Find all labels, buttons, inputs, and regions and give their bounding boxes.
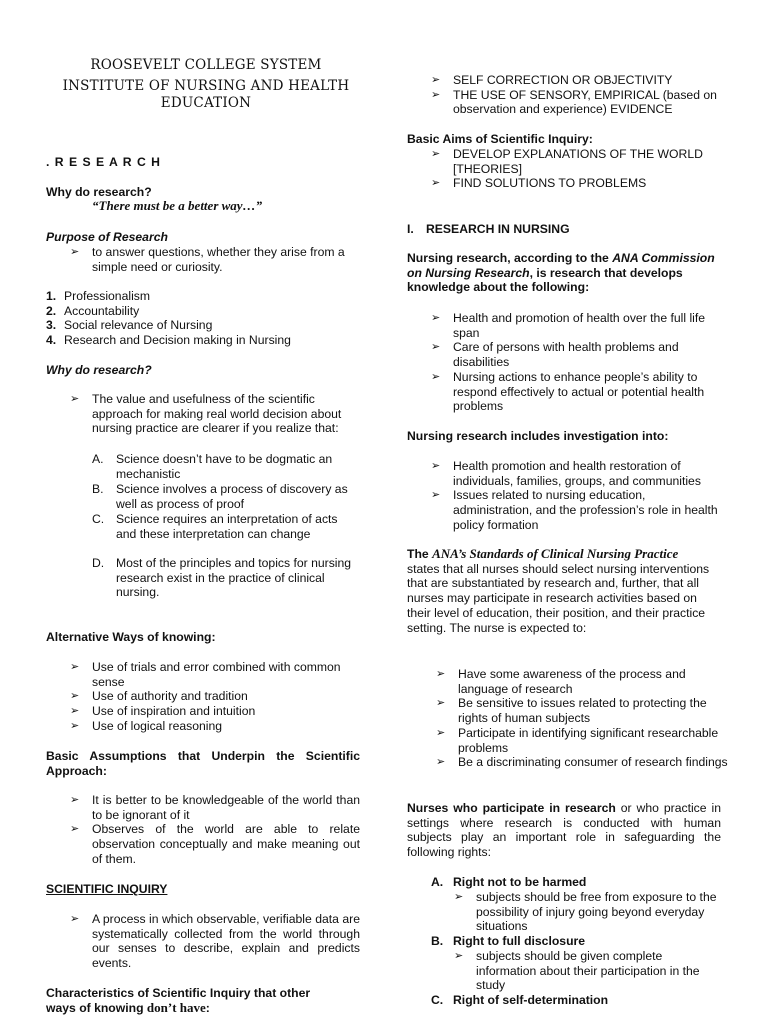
list-item: ➢ Issues related to nursing education, administration, and the profession’s role in health policy formation xyxy=(431,488,718,532)
section-title: RESEARCH IN NURSING xyxy=(426,222,570,236)
assumptions-list xyxy=(70,793,360,867)
arrow-bullet-icon: ➢ xyxy=(70,393,80,405)
arrow-bullet-icon: ➢ xyxy=(431,312,441,324)
right-item-b: B. Right to full disclosure ➢ subjects should be given complete information about their participation in the study xyxy=(431,934,723,949)
value-list xyxy=(70,392,364,436)
why-research-heading-2: Why do research? xyxy=(46,363,152,377)
arrow-bullet-icon: ➢ xyxy=(431,177,441,190)
purpose-list xyxy=(70,245,364,274)
arrow-bullet-icon: ➢ xyxy=(431,341,441,354)
list-item: ➢ subjects should be free from exposure to the possibility of injury going beyond everyday situations xyxy=(454,890,717,934)
investigation-list xyxy=(431,459,727,533)
list-item: ➢ Care of persons with health problems and disabilities xyxy=(431,340,679,370)
list-item: ➢ Nursing actions to enhance people’s ability to respond effectively to actual or potential health problems xyxy=(431,369,705,414)
list-item: ➢ DEVELOP EXPLANATIONS OF THE WORLD [THEORIES] xyxy=(431,147,703,176)
list-item: B. Science involves a process of discovery as well as process of proof xyxy=(92,482,348,511)
arrow-bullet-icon: ➢ xyxy=(70,823,80,836)
section-heading xyxy=(407,222,723,237)
aims-list xyxy=(431,147,731,191)
alt-ways-heading: Alternative Ways of knowing: xyxy=(46,630,216,644)
list-item: ➢ Participate in identifying significant researchable problems xyxy=(436,725,719,755)
research-heading: . R E S E A R C H xyxy=(46,155,161,169)
header-line-3: EDUCATION xyxy=(160,95,252,111)
investigation-heading: Nursing research includes investigation into: xyxy=(407,429,669,443)
arrow-bullet-icon: ➢ xyxy=(431,460,441,472)
arrow-bullet-icon: ➢ xyxy=(431,88,441,101)
assumptions-heading: Basic Assumptions that Underpin the Scientific Approach: xyxy=(46,749,360,778)
arrow-bullet-icon: ➢ xyxy=(431,370,441,383)
list-item: ➢ Observes of the world are able to relate observation conceptually and make meaning out of them. xyxy=(70,822,360,866)
nurses-rights-paragraph: Nurses who participate in research or who practice in settings where research is conducted with human subjects play an important role in safeguarding the following rights: xyxy=(407,801,721,860)
arrow-bullet-icon: ➢ xyxy=(70,705,80,718)
list-item: ➢ to answer questions, whether they arise from a simple need or curiosity. xyxy=(70,245,345,274)
list-item: ➢ Have some awareness of the process and language of research xyxy=(436,667,686,696)
list-item: 4. Research and Decision making in Nursing xyxy=(46,333,291,348)
list-item: 1. Professionalism xyxy=(46,289,151,303)
arrow-bullet-icon: ➢ xyxy=(436,668,446,680)
list-item: ➢ Use of trials and error combined with common sense xyxy=(70,660,341,689)
arrow-bullet-icon: ➢ xyxy=(431,74,441,86)
standards-paragraph: The ANA’s Standards of Clinical Nursing Practice states that all nurses should select nursing interventions that are substantiated by research and, further, that all nurses may participate in research activities based on their level of education, their position, and their practice setting. The nurse is expected to: xyxy=(407,546,710,635)
expectations-list xyxy=(436,667,728,770)
list-item: ➢ The value and usefulness of the scientific approach for making real world decision about nursing practice are clearer if you realize that: xyxy=(70,392,342,436)
scientific-inquiry-heading: SCIENTIFIC INQUIRY xyxy=(46,882,168,896)
alt-ways-list xyxy=(70,660,364,734)
arrow-bullet-icon: ➢ xyxy=(436,697,446,710)
arrow-bullet-icon: ➢ xyxy=(70,719,80,732)
aims-heading: Basic Aims of Scientific Inquiry: xyxy=(407,132,593,146)
why-research-question: Why do research? xyxy=(46,185,152,199)
arrow-bullet-icon: ➢ xyxy=(436,756,446,769)
arrow-bullet-icon: ➢ xyxy=(70,913,80,925)
standards-title: ANA’s Standards of Clinical Nursing Practice xyxy=(432,546,679,561)
arrow-bullet-icon: ➢ xyxy=(70,661,80,673)
arrow-bullet-icon: ➢ xyxy=(70,794,80,806)
list-item: D. Most of the principles and topics for nursing research exist in the practice of clinical nursing. xyxy=(92,556,352,600)
knowledge-list xyxy=(431,311,727,414)
arrow-bullet-icon: ➢ xyxy=(436,726,446,739)
list-item: ➢ FIND SOLUTIONS TO PROBLEMS xyxy=(431,176,647,191)
numbered-list xyxy=(46,289,366,348)
right-item-c: C. Right of self-determination xyxy=(431,993,609,1007)
characteristics-heading: Characteristics of Scientific Inquiry that other ways of knowing don’t have: xyxy=(46,986,311,1015)
header-line-2: INSTITUTE OF NURSING AND HEALTH xyxy=(62,78,350,94)
arrow-bullet-icon: ➢ xyxy=(431,489,441,502)
section-number: I. xyxy=(407,222,414,236)
arrow-bullet-icon: ➢ xyxy=(454,891,464,903)
top-characteristics-list xyxy=(431,73,731,117)
arrow-bullet-icon: ➢ xyxy=(70,246,80,258)
arrow-bullet-icon: ➢ xyxy=(454,950,464,962)
list-item: ➢ Use of inspiration and intuition xyxy=(70,704,256,719)
purpose-heading: Purpose of Research xyxy=(46,230,168,244)
arrow-bullet-icon: ➢ xyxy=(431,148,441,160)
list-item: 3. Social relevance of Nursing xyxy=(46,318,213,333)
arrow-bullet-icon: ➢ xyxy=(70,690,80,703)
better-way-quote: “There must be a better way…” xyxy=(92,198,263,213)
list-item: ➢ A process in which observable, verifiable data are systematically collected from the world through our senses to describe, explain and predicts events. xyxy=(70,912,360,971)
list-item: ➢ It is better to be knowledgeable of the world than to be ignorant of it xyxy=(70,793,360,822)
list-item: 2. Accountability xyxy=(46,303,140,318)
list-item: A. Science doesn’t have to be dogmatic an mechanistic xyxy=(92,452,333,481)
list-item: ➢ Use of authority and tradition xyxy=(70,689,248,704)
ana-definition: Nursing research, according to the ANA Commission on Nursing Research, is research that develops knowledge about the following: xyxy=(407,251,715,295)
list-item: ➢ subjects should be given complete information about their participation in the study xyxy=(454,949,700,993)
list-item: ➢ Health promotion and health restoration of individuals, families, groups, and communities xyxy=(431,459,701,488)
list-item: ➢ Use of logical reasoning xyxy=(70,718,223,733)
list-item: C. Science requires an interpretation of acts and these interpretation can change xyxy=(92,512,338,541)
list-item: ➢ SELF CORRECTION OR OBJECTIVITY xyxy=(431,73,673,87)
list-item: ➢ Be a discriminating consumer of research findings xyxy=(436,755,728,770)
scientific-inquiry-list xyxy=(70,912,360,971)
list-item: ➢ Health and promotion of health over the full life span xyxy=(431,311,706,340)
right-item-a: A. Right not to be harmed ➢ subjects should be free from exposure to the possibility of injury going beyond everyday situations xyxy=(431,875,723,890)
list-item: ➢ Be sensitive to issues related to protecting the rights of human subjects xyxy=(436,696,707,726)
list-item: ➢ THE USE OF SENSORY, EMPIRICAL (based on observation and experience) EVIDENCE xyxy=(431,87,717,117)
header-line-1: ROOSEVELT COLLEGE SYSTEM xyxy=(90,57,322,73)
